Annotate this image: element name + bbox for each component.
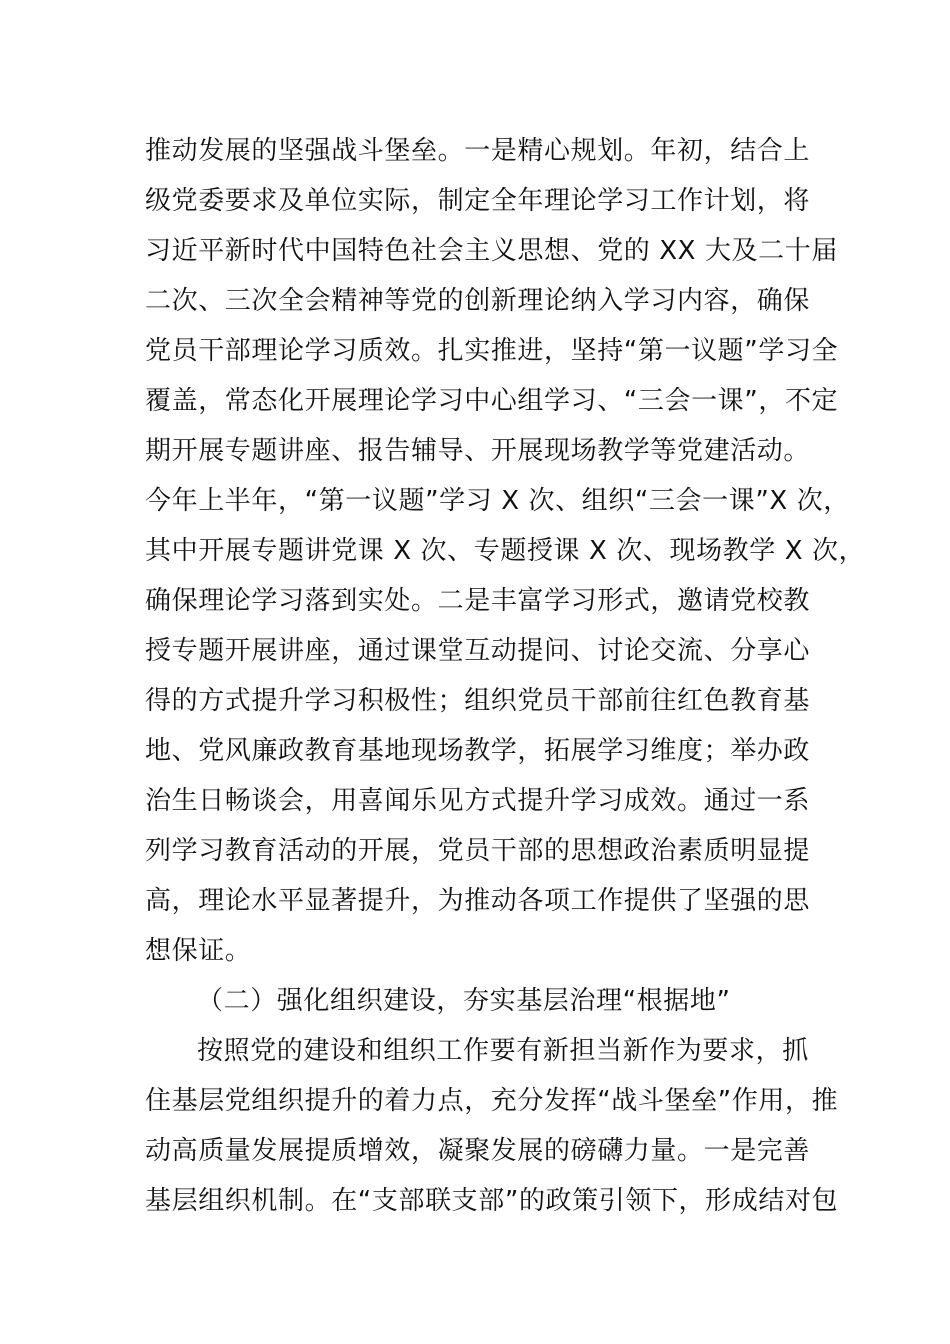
body-text-line: 动高质量发展提质增效，凝聚发展的磅礴力量。一是完善 — [145, 1136, 811, 1166]
body-text-line: 覆盖，常态化开展理论学习中心组学习、“三会一课”，不定 — [145, 386, 839, 416]
body-text-line: 二次、三次全会精神等党的创新理论纳入学习内容，确保 — [145, 286, 811, 316]
body-text-line: 住基层党组织提升的着力点，充分发挥“战斗堡垒”作用，推 — [145, 1086, 839, 1116]
body-text-line: 想保证。 — [145, 936, 252, 966]
body-text-line: 基层组织机制。在“支部联支部”的政策引领下，形成结对包 — [145, 1186, 839, 1216]
body-text-line: 列学习教育活动的开展，党员干部的思想政治素质明显提 — [145, 836, 811, 866]
body-text-line: 确保理论学习落到实处。二是丰富学习形式，邀请党校教 — [145, 586, 811, 616]
body-text-line: 期开展专题讲座、报告辅导、开展现场教学等党建活动。 — [145, 436, 811, 466]
body-text-line: 习近平新时代中国特色社会主义思想、党的 XX 大及二十届 — [145, 236, 838, 266]
body-text-line: 其中开展专题讲党课 X 次、专题授课 X 次、现场教学 X 次， — [145, 536, 866, 566]
body-text-line: 推动发展的坚强战斗堡垒。一是精心规划。年初，结合上 — [145, 136, 811, 166]
body-text-line: 地、党风廉政教育基地现场教学，拓展学习维度；举办政 — [145, 736, 811, 766]
body-text-line: 得的方式提升学习积极性；组织党员干部前往红色教育基 — [145, 686, 811, 716]
body-text-line: 党员干部理论学习质效。扎实推进，坚持“第一议题”学习全 — [145, 336, 839, 366]
body-text-line: 授专题开展讲座，通过课堂互动提问、讨论交流、分享心 — [145, 636, 811, 666]
body-text-line: 今年上半年，“第一议题”学习 X 次、组织“三会一课”X 次， — [145, 486, 850, 516]
body-text-line: 按照党的建设和组织工作要有新担当新作为要求，抓 — [197, 1036, 809, 1066]
section-heading: （二）强化组织建设，夯实基层治理“根据地” — [197, 986, 731, 1016]
body-text-line: 级党委要求及单位实际，制定全年理论学习工作计划，将 — [145, 186, 811, 216]
body-text-line: 高，理论水平显著提升，为推动各项工作提供了坚强的思 — [145, 886, 811, 916]
body-text-line: 治生日畅谈会，用喜闻乐见方式提升学习成效。通过一系 — [145, 786, 811, 816]
